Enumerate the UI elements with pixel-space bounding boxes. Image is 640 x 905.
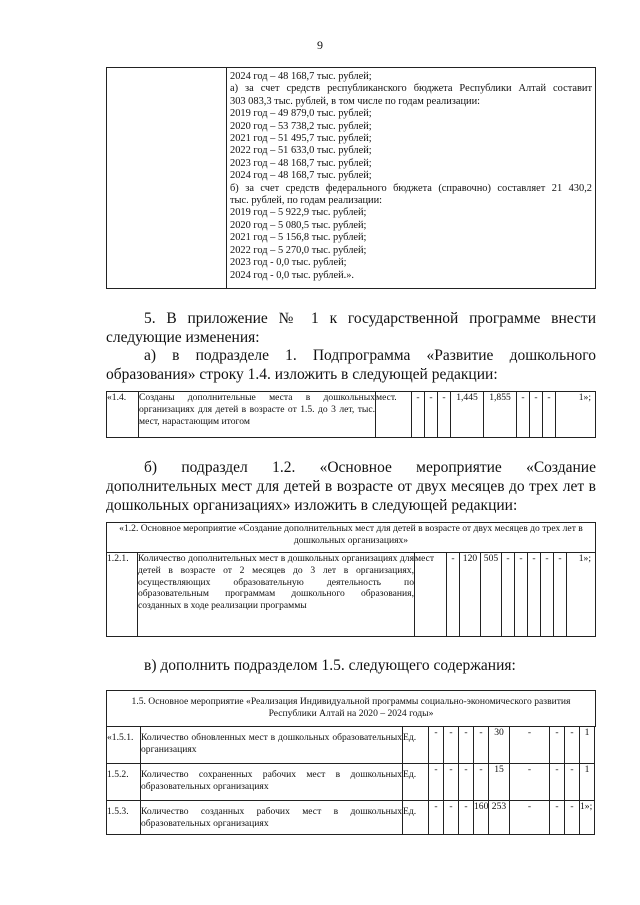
- value-cell: 1,855: [484, 392, 517, 438]
- row-number: 1.2.1.: [107, 553, 138, 637]
- unit-cell: мест: [415, 553, 447, 637]
- value-cell: 30: [489, 727, 510, 764]
- financing-line: 2023 год – 48 168,7 тыс. рублей;: [230, 157, 372, 169]
- financing-line: 2024 год – 48 168,7 тыс. рублей;: [230, 71, 372, 82]
- indicator-text: Количество дополнительных мест в дошкольных организациях для детей в возрасте от 2 месяцев до 3 лет в организациях, осуществляющих образовательную деятельность по образовательным программам дошкольного образования, созданных в ходе реализации программы: [138, 553, 415, 637]
- financing-line: 2022 год – 51 633,0 тыс. рублей;: [230, 145, 372, 157]
- financing-line: 2021 год – 5 156,8 тыс. рублей;: [230, 232, 367, 244]
- financing-line: 2019 год – 5 922,9 тыс. рублей;: [230, 207, 367, 219]
- financing-table: [106, 67, 596, 289]
- value-cell: -: [425, 392, 438, 438]
- paragraph-b: [106, 458, 596, 515]
- value-cell: 1»;: [556, 392, 596, 438]
- paragraph-line: в) дополнить подразделом 1.5. следующего содержания:: [144, 657, 516, 674]
- row-number: «1.4.: [107, 392, 139, 438]
- financing-line: тыс. рублей, по годам реализации:: [230, 195, 383, 207]
- unit-cell: Ед.: [403, 727, 429, 764]
- row-number: 1.5.2.: [107, 764, 141, 801]
- value-cell: -: [565, 801, 580, 835]
- value-cell: -: [429, 764, 444, 801]
- value-cell: -: [502, 553, 515, 637]
- value-cell: 1,445: [451, 392, 484, 438]
- financing-line: 2022 год – 5 270,0 тыс. рублей;: [230, 244, 367, 256]
- unit-cell: Ед.: [403, 764, 429, 801]
- financing-line: 2024 год – 48 168,7 тыс. рублей;: [230, 170, 372, 182]
- value-cell: -: [515, 553, 528, 637]
- financing-line: 2020 год – 53 738,2 тыс. рублей;: [230, 120, 372, 132]
- unit-cell: Ед.: [403, 801, 429, 835]
- paragraph-line: а) в подразделе 1. Подпрограмма «Развитие дошкольного: [144, 347, 596, 364]
- value-cell: -: [444, 727, 459, 764]
- paragraph-line: б) подраздел 1.2. «Основное мероприятие «Создание: [144, 459, 596, 476]
- table-1-5: [106, 690, 596, 835]
- value-cell: 1: [580, 764, 595, 801]
- value-cell: 1: [580, 727, 595, 764]
- financing-line: 2020 год – 5 080,5 тыс. рублей;: [230, 219, 367, 231]
- paragraph-line: дополнительных мест для детей в возрасте от двух месяцев до трех лет в: [106, 478, 596, 495]
- table-row: [107, 764, 596, 801]
- section-header: «1.2. Основное мероприятие «Создание дополнительных мест для детей в возрасте от двух месяцев до трех лет в дошкольных организациях»: [107, 523, 596, 553]
- value-cell: -: [429, 801, 444, 835]
- paragraph-line: 5. В приложение № 1 к государственной программе внести: [144, 310, 596, 327]
- table-row-1-4: [106, 391, 596, 438]
- unit-cell: мест.: [376, 392, 412, 438]
- table-1-2: [106, 522, 596, 637]
- value-cell: -: [459, 801, 474, 835]
- paragraph-c: [144, 656, 596, 675]
- value-cell: -: [554, 553, 567, 637]
- financing-line: 2024 год - 0,0 тыс. рублей.».: [230, 269, 355, 281]
- value-cell: -: [444, 764, 459, 801]
- value-cell: -: [530, 392, 543, 438]
- value-cell: -: [550, 764, 565, 801]
- value-cell: -: [459, 727, 474, 764]
- indicator-text: Количество обновленных мест в дошкольных образовательных организациях: [141, 727, 403, 764]
- paragraph-line: образования» строку 1.4. изложить в следующей редакции:: [106, 366, 498, 383]
- page-number: 9: [317, 38, 323, 52]
- value-cell: 1»;: [567, 553, 596, 637]
- row-number: 1.5.3.: [107, 801, 141, 835]
- table-row: [107, 727, 596, 764]
- financing-line: 303 083,3 тыс. рублей, в том числе по годам реализации:: [230, 95, 481, 107]
- value-cell: -: [474, 764, 489, 801]
- paragraph-a: [106, 346, 596, 384]
- value-cell: -: [510, 764, 550, 801]
- indicator-text: Созданы дополнительные места в дошкольных организациях для детей в возрасте от 1.5. до 3 лет, тыс. мест, нарастающим итогом: [139, 392, 376, 438]
- table-row: [107, 801, 596, 835]
- financing-line: 2019 год – 49 879,0 тыс. рублей;: [230, 108, 372, 120]
- section-header: 1.5. Основное мероприятие «Реализация Индивидуальной программы социально-экономического развития Республики Алтай на 2020 – 2024 годы»: [107, 691, 596, 727]
- financing-table-empty-cell: [107, 68, 227, 289]
- financing-line: б) за счет средств федерального бюджета (справочно) составляет 21 430,2: [230, 182, 592, 194]
- value-cell: -: [459, 764, 474, 801]
- value-cell: 120: [460, 553, 481, 637]
- value-cell: 15: [489, 764, 510, 801]
- financing-text-cell: [227, 68, 596, 289]
- value-cell: -: [565, 764, 580, 801]
- value-cell: -: [550, 801, 565, 835]
- value-cell: -: [541, 553, 554, 637]
- value-cell: -: [438, 392, 451, 438]
- paragraph-line: следующие изменения:: [106, 329, 260, 346]
- value-cell: -: [447, 553, 460, 637]
- value-cell: 1»;: [580, 801, 595, 835]
- value-cell: -: [444, 801, 459, 835]
- value-cell: -: [510, 727, 550, 764]
- value-cell: -: [565, 727, 580, 764]
- value-cell: 160: [474, 801, 489, 835]
- value-cell: -: [543, 392, 556, 438]
- indicator-text: Количество созданных рабочих мест в дошкольных образовательных организациях: [141, 801, 403, 835]
- value-cell: -: [528, 553, 541, 637]
- financing-line: 2023 год - 0,0 тыс. рублей;: [230, 257, 347, 269]
- indicator-text: Количество сохраненных рабочих мест в дошкольных образовательных организациях: [141, 764, 403, 801]
- financing-line: 2021 год – 51 495,7 тыс. рублей;: [230, 133, 372, 145]
- value-cell: 253: [489, 801, 510, 835]
- value-cell: -: [510, 801, 550, 835]
- paragraph-line: дошкольных организациях» изложить в следующей редакции:: [106, 497, 518, 514]
- financing-line: а) за счет средств республиканского бюджета Республики Алтай составит: [230, 83, 592, 95]
- value-cell: -: [517, 392, 530, 438]
- value-cell: -: [412, 392, 425, 438]
- paragraph-5: [106, 309, 596, 347]
- value-cell: -: [550, 727, 565, 764]
- value-cell: 505: [481, 553, 502, 637]
- row-number: «1.5.1.: [107, 727, 141, 764]
- value-cell: -: [429, 727, 444, 764]
- value-cell: -: [474, 727, 489, 764]
